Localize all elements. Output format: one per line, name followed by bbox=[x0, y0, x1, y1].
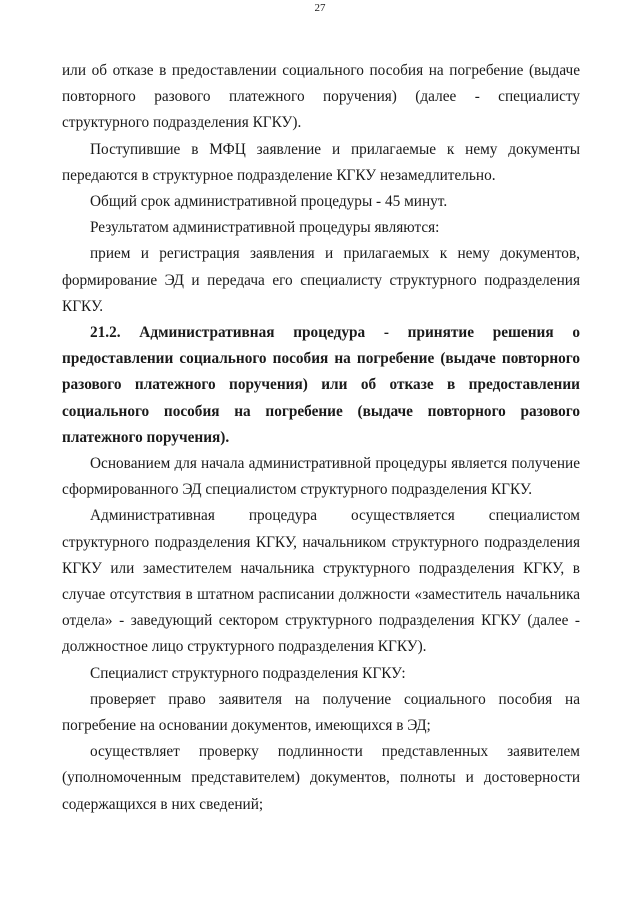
page-number: 27 bbox=[314, 2, 326, 14]
paragraph-verify-documents: осуществляет проверку подлинности представленных заявителем (уполномоченным представителем) документов, полноты и достоверности содержащихся в них сведений; bbox=[62, 743, 580, 813]
paragraph-results-heading: Результатом административной процедуры являются: bbox=[90, 219, 440, 237]
paragraph-results-list: прием и регистрация заявления и прилагаемых к нему документов, формирование ЭД и передача его специалисту структурного подразделения КГКУ. bbox=[62, 245, 580, 315]
paragraph-total-duration: Общий срок административной процедуры - 45 минут. bbox=[90, 193, 448, 211]
section-heading-21-2: 21.2. Административная процедура - принятие решения о предоставлении социального пособия на погребение (выдаче повторного разового платежного поручения) или об отказе в предоставлении социального пособия на погребение (выдаче повторного разового платежного поручения). bbox=[62, 324, 580, 446]
paragraph-grounds: Основанием для начала административной процедуры является получение сформированного ЭД специалистом структурного подразделения КГКУ. bbox=[62, 455, 580, 499]
paragraph-continuation: или об отказе в предоставлении социального пособия на погребение (выдаче повторного разового платежного поручения) (далее - специалисту структурного подразделения КГКУ). bbox=[62, 62, 580, 132]
paragraph-check-right: проверяет право заявителя на получение социального пособия на погребение на основании документов, имеющихся в ЭД; bbox=[62, 690, 580, 735]
document-body bbox=[62, 58, 580, 818]
paragraph-mfc-transfer: Поступившие в МФЦ заявление и прилагаемые к нему документы передаются в структурное подразделение КГКУ незамедлительно. bbox=[62, 140, 580, 184]
paragraph-responsible-officials: Административная процедура осуществляется специалистом структурного подразделения КГКУ, начальником структурного подразделения КГКУ или заместителем начальника структурного подразделения КГКУ, в случае отсутствия в штатном расписании должности «заместитель начальника отдела» - заведующий сектором структурного подразделения КГКУ (далее - должностное лицо структурного подразделения КГКУ). bbox=[62, 507, 580, 656]
paragraph-specialist-intro: Специалист структурного подразделения КГКУ: bbox=[90, 664, 406, 682]
